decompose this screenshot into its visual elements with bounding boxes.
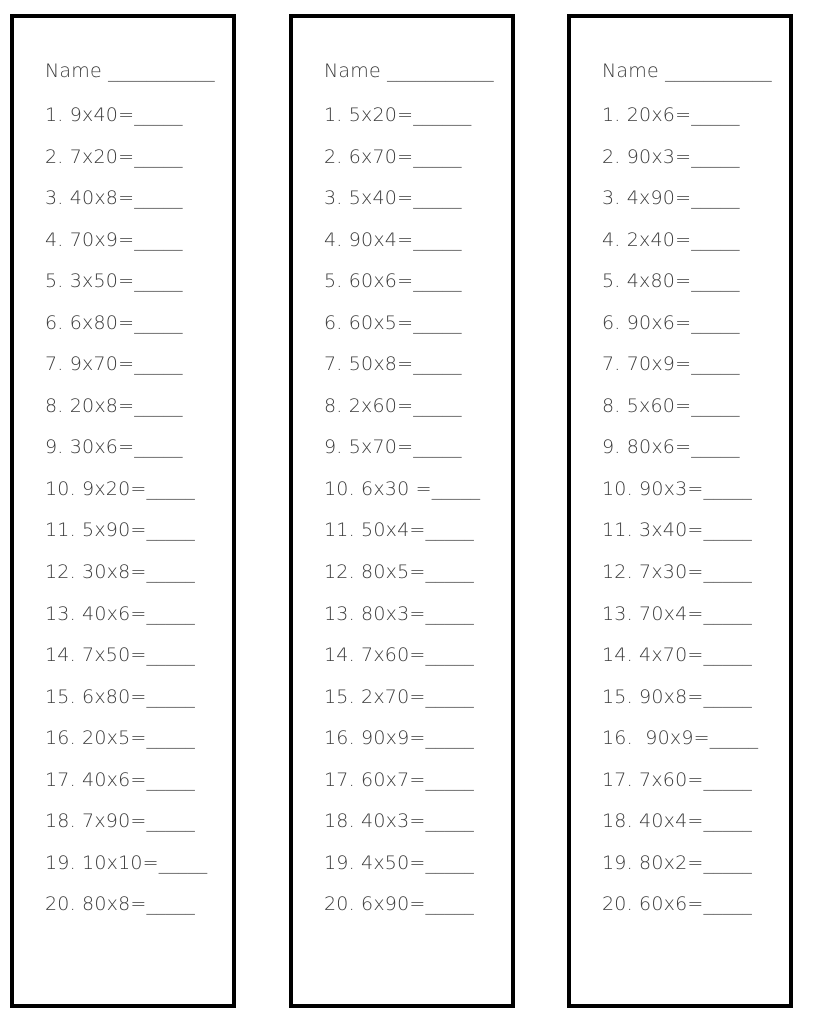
name-field[interactable]: Name ___________: [324, 60, 494, 82]
problem-item[interactable]: 17. 40x6=_____: [45, 768, 195, 791]
problem-item[interactable]: 11. 50x4=_____: [324, 519, 474, 542]
problem-item[interactable]: 4. 70x9=_____: [45, 228, 183, 251]
problem-item[interactable]: 5. 4x80=_____: [602, 270, 740, 293]
problem-item[interactable]: 10. 6x30 =_____: [324, 477, 481, 500]
problem-item[interactable]: 9. 5x70=_____: [324, 436, 462, 459]
problem-item[interactable]: 2. 90x3=_____: [602, 145, 740, 168]
problem-item[interactable]: 2. 7x20=_____: [45, 145, 183, 168]
problem-item[interactable]: 9. 80x6=_____: [602, 436, 740, 459]
problem-item[interactable]: 12. 80x5=_____: [324, 561, 474, 584]
problem-item[interactable]: 12. 30x8=_____: [45, 561, 195, 584]
problem-item[interactable]: 18. 40x3=_____: [324, 810, 474, 833]
problem-item[interactable]: 11. 5x90=_____: [45, 519, 195, 542]
problem-item[interactable]: 18. 40x4=_____: [602, 810, 752, 833]
problem-item[interactable]: 6. 90x6=_____: [602, 311, 740, 334]
problem-item[interactable]: 6. 60x5=_____: [324, 311, 462, 334]
problem-item[interactable]: 7. 9x70=_____: [45, 353, 183, 376]
problem-item[interactable]: 19. 10x10=_____: [45, 851, 208, 874]
problem-item[interactable]: 8. 20x8=_____: [45, 394, 183, 417]
problem-item[interactable]: 13. 80x3=_____: [324, 602, 474, 625]
problem-item[interactable]: 3. 5x40=_____: [324, 187, 462, 210]
problem-item[interactable]: 6. 6x80=_____: [45, 311, 183, 334]
problem-item[interactable]: 16. 90x9=_____: [324, 727, 474, 750]
problem-item[interactable]: 18. 7x90=_____: [45, 810, 195, 833]
worksheet-strip-1: [10, 14, 236, 1008]
problem-item[interactable]: 4. 2x40=_____: [602, 228, 740, 251]
problem-item[interactable]: 16. 90x9=_____: [602, 727, 759, 750]
problem-item[interactable]: 13. 70x4=_____: [602, 602, 752, 625]
name-field[interactable]: Name ___________: [602, 60, 772, 82]
problem-item[interactable]: 8. 5x60=_____: [602, 394, 740, 417]
problem-item[interactable]: 10. 9x20=_____: [45, 477, 195, 500]
problem-item[interactable]: 8. 2x60=_____: [324, 394, 462, 417]
worksheet-strip-3: [567, 14, 793, 1008]
problem-item[interactable]: 15. 6x80=_____: [45, 685, 195, 708]
problem-item[interactable]: 1. 5x20=______: [324, 104, 472, 126]
problem-item[interactable]: 14. 4x70=_____: [602, 644, 752, 667]
problem-item[interactable]: 2. 6x70=_____: [324, 145, 462, 168]
problem-item[interactable]: 19. 4x50=_____: [324, 851, 474, 874]
problem-item[interactable]: 7. 70x9=_____: [602, 353, 740, 376]
problem-item[interactable]: 15. 2x70=_____: [324, 685, 474, 708]
problem-item[interactable]: 17. 60x7=_____: [324, 768, 474, 791]
problem-item[interactable]: 3. 40x8=_____: [45, 187, 183, 210]
problem-item[interactable]: 20. 80x8=_____: [45, 893, 195, 916]
problem-item[interactable]: 17. 7x60=_____: [602, 768, 752, 791]
problem-item[interactable]: 14. 7x60=_____: [324, 644, 474, 667]
problem-item[interactable]: 14. 7x50=_____: [45, 644, 195, 667]
problem-item[interactable]: 20. 60x6=_____: [602, 893, 752, 916]
problem-item[interactable]: 19. 80x2=_____: [602, 851, 752, 874]
problem-item[interactable]: 4. 90x4=_____: [324, 228, 462, 251]
problem-item[interactable]: 3. 4x90=_____: [602, 187, 740, 210]
problem-item[interactable]: 10. 90x3=_____: [602, 477, 752, 500]
problem-list: [324, 102, 480, 933]
problem-item[interactable]: 5. 60x6=_____: [324, 270, 462, 293]
problem-list: [602, 102, 758, 933]
problem-item[interactable]: 16. 20x5=_____: [45, 727, 195, 750]
problem-item[interactable]: 1. 9x40=_____: [45, 104, 183, 126]
problem-item[interactable]: 20. 6x90=_____: [324, 893, 474, 916]
problem-item[interactable]: 9. 30x6=_____: [45, 436, 183, 459]
problem-item[interactable]: 15. 90x8=_____: [602, 685, 752, 708]
problem-item[interactable]: 5. 3x50=_____: [45, 270, 183, 293]
problem-item[interactable]: 7. 50x8=_____: [324, 353, 462, 376]
name-field[interactable]: Name ___________: [45, 60, 215, 82]
problem-item[interactable]: 13. 40x6=_____: [45, 602, 195, 625]
problem-item[interactable]: 12. 7x30=_____: [602, 561, 752, 584]
problem-item[interactable]: 11. 3x40=_____: [602, 519, 752, 542]
problem-list: [45, 102, 207, 933]
problem-item[interactable]: 1. 20x6=_____: [602, 104, 740, 126]
worksheet-strip-2: [289, 14, 515, 1008]
